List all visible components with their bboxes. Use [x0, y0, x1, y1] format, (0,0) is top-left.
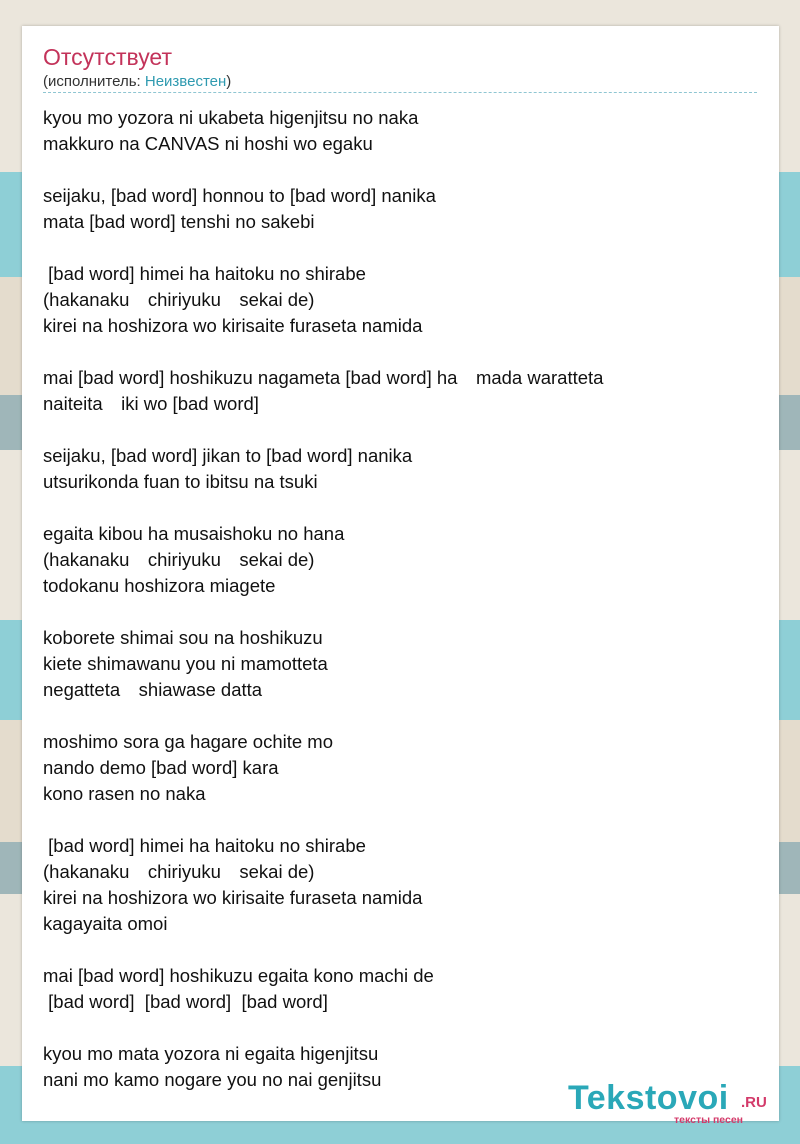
lyric-line: [43, 703, 763, 729]
lyric-line: seijaku, [bad word] honnou to [bad word] nanika: [43, 185, 436, 206]
lyric-line: negatteta shiawase datta: [43, 679, 263, 700]
lyric-line: [43, 599, 763, 625]
lyric-line: [43, 235, 763, 261]
song-title: Отсутствует: [43, 44, 172, 70]
lyric-line: kyou mo yozora ni ukabeta higenjitsu no naka: [43, 107, 419, 128]
lyric-line: (hakanaku chiriyuku sekai de): [43, 549, 315, 570]
lyric-line: seijaku, [bad word] jikan to [bad word] nanika: [43, 445, 413, 466]
lyric-line: (hakanaku chiriyuku sekai de): [43, 861, 315, 882]
lyric-line: [43, 1015, 763, 1041]
lyric-line: todokanu hoshizora miagete: [43, 575, 276, 596]
lyric-line: kiete shimawanu you ni mamotteta: [43, 653, 328, 674]
lyric-line: mai [bad word] hoshikuzu egaita kono machi de: [43, 965, 434, 986]
lyric-line: kyou mo mata yozora ni egaita higenjitsu: [43, 1043, 379, 1064]
lyric-line: kagayaita omoi: [43, 913, 168, 934]
artist-link[interactable]: Неизвестен: [144, 73, 227, 90]
artist-suffix: ): [226, 73, 232, 90]
artist-line: [43, 73, 231, 91]
lyric-line: [bad word] himei ha haitoku no shirabe: [43, 835, 366, 856]
lyric-line: naiteita iki wo [bad word]: [43, 393, 259, 414]
lyric-line: [43, 937, 763, 963]
dashed-divider: [43, 92, 757, 93]
lyric-line: koborete shimai sou na hoshikuzu: [43, 627, 323, 648]
lyric-line: (hakanaku chiriyuku sekai de): [43, 289, 315, 310]
lyric-line: [43, 807, 763, 833]
lyrics-text: [43, 105, 763, 1093]
lyric-line: nani mo kamo nogare you no nai genjitsu: [43, 1069, 382, 1090]
lyric-line: moshimo sora ga hagare ochite mo: [43, 731, 333, 752]
lyric-line: mai [bad word] hoshikuzu nagameta [bad word] ha mada waratteta: [43, 367, 604, 388]
lyric-line: makkuro na CANVAS ni hoshi wo egaku: [43, 133, 373, 154]
lyric-line: utsurikonda fuan to ibitsu na tsuki: [43, 471, 318, 492]
logo-name: Tekstovoi: [568, 1079, 729, 1117]
artist-prefix: (исполнитель:: [43, 73, 145, 90]
lyric-line: [43, 417, 763, 443]
tekstovoi-logo[interactable]: [568, 1078, 778, 1126]
lyric-line: kirei na hoshizora wo kirisaite furaseta namida: [43, 315, 423, 336]
lyric-line: nando demo [bad word] kara: [43, 757, 279, 778]
lyric-line: egaita kibou ha musaishoku no hana: [43, 523, 345, 544]
lyric-line: mata [bad word] tenshi no sakebi: [43, 211, 315, 232]
lyric-line: kirei na hoshizora wo kirisaite furaseta namida: [43, 887, 423, 908]
lyric-line: [bad word] [bad word] [bad word]: [43, 991, 328, 1012]
logo-tagline: тексты песен: [674, 1114, 744, 1126]
lyric-line: [43, 495, 763, 521]
logo-tld: .RU: [741, 1094, 767, 1111]
lyric-line: kono rasen no naka: [43, 783, 206, 804]
lyric-line: [bad word] himei ha haitoku no shirabe: [43, 263, 366, 284]
lyric-line: [43, 157, 763, 183]
lyric-line: [43, 339, 763, 365]
